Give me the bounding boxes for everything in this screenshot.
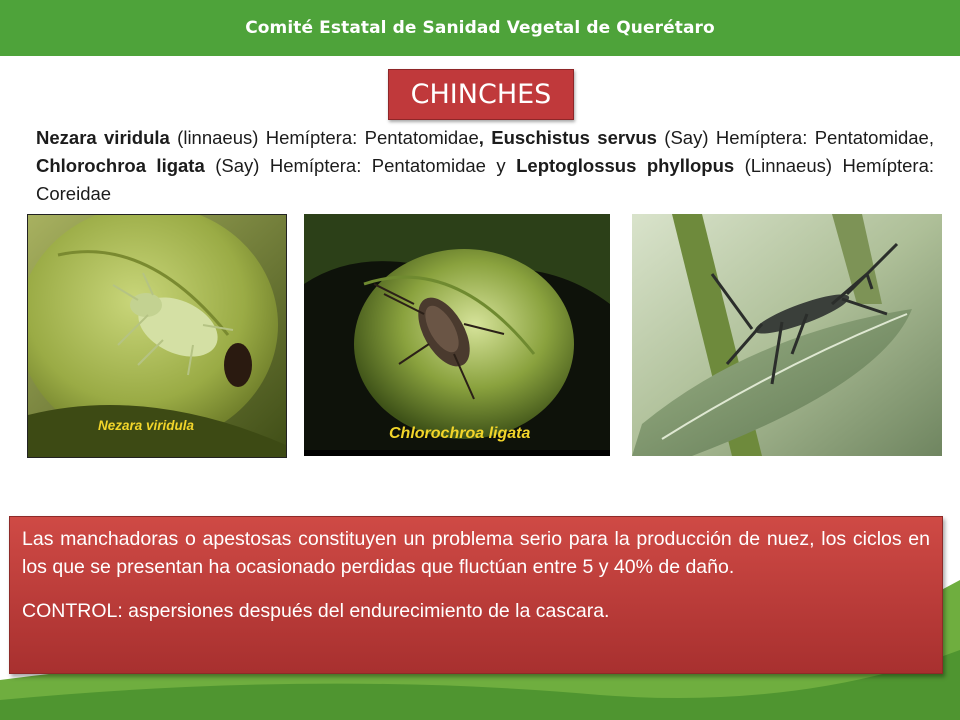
info-box xyxy=(9,516,943,674)
species-name-euschistus: Euschistus servus xyxy=(491,127,657,148)
species-intro xyxy=(36,124,934,208)
species-taxonomy-leptoglossus: (Linnaeus) Hemíptera: Coreidae xyxy=(36,155,934,204)
caption-chlorochroa-ligata: Chlorochroa ligata xyxy=(389,425,531,442)
damage-paragraph: Las manchadoras o apestosas constituyen un problema serio para la producción de nuez, los ciclos en los que se presentan ha ocasionado perdidas que fluctúan entre 5 y 40% de daño. xyxy=(22,528,930,578)
species-taxonomy-nezara: (linnaeus) Hemíptera: Pentatomidae xyxy=(169,127,479,148)
species-name-nezara: Nezara viridula xyxy=(36,127,170,148)
species-name-chlorochroa: Chlorochroa ligata xyxy=(36,155,205,176)
species-taxonomy-chlorochroa: (Say) Hemíptera: Pentatomidae y xyxy=(204,155,517,176)
header-title: Comité Estatal de Sanidad Vegetal de Querétaro xyxy=(245,18,715,38)
header-bar xyxy=(0,0,960,56)
species-separator: , xyxy=(478,127,484,148)
photo-leptoglossus-phyllopus xyxy=(632,214,942,456)
caption-nezara-viridula: Nezara viridula xyxy=(98,418,195,433)
species-taxonomy-euschistus: (Say) Hemíptera: Pentatomidae, xyxy=(656,127,934,148)
slide-title: CHINCHES xyxy=(388,69,574,120)
control-paragraph: CONTROL: aspersiones después del endurecimiento de la cascara. xyxy=(22,600,610,622)
photo-chlorochroa-ligata xyxy=(304,214,610,456)
species-name-leptoglossus: Leptoglossus phyllopus xyxy=(516,155,735,176)
